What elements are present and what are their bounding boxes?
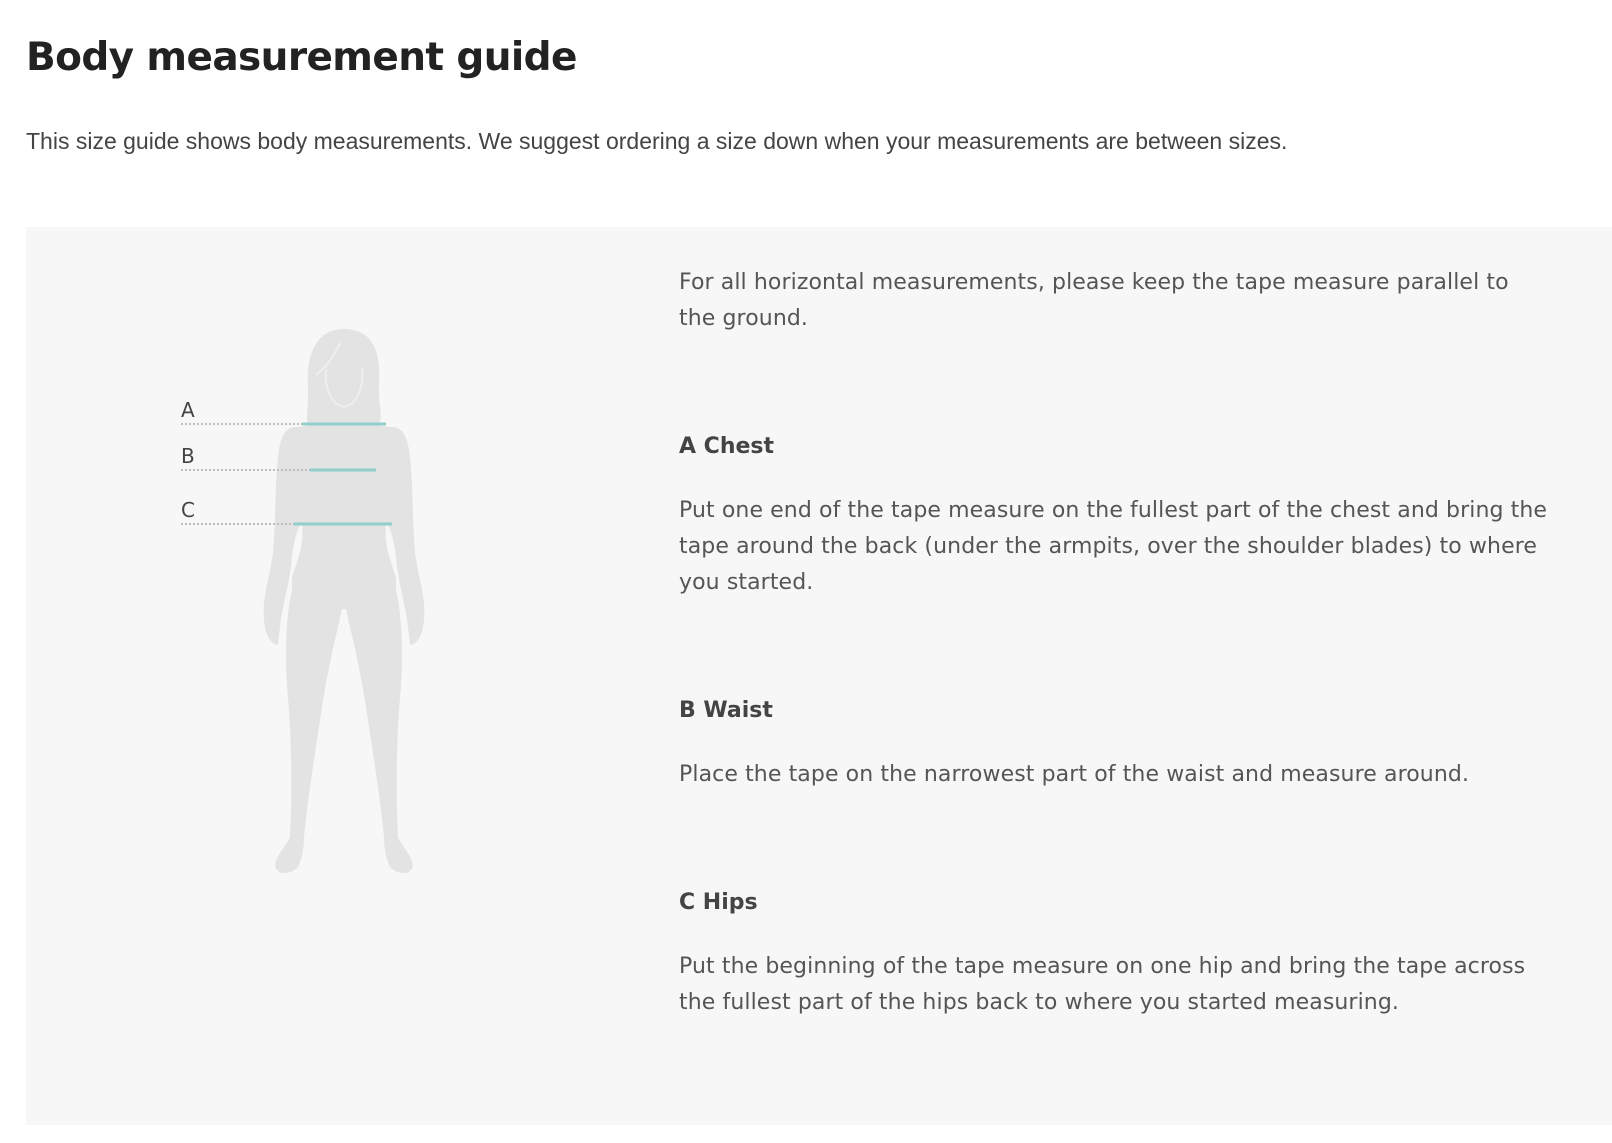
silhouette-shape	[264, 329, 425, 873]
section-text-chest: Put one end of the tape measure on the fullest part of the chest and bring the tape around the back (under the armpits, over the shoulder blades) to where you started.	[679, 498, 1548, 595]
section-text-waist: Place the tape on the narrowest part of the waist and measure around.	[679, 762, 1470, 787]
section-waist	[679, 693, 1549, 793]
section-heading-hips: C Hips	[679, 890, 758, 915]
marker-label-c: C	[181, 498, 195, 522]
section-heading-chest: A Chest	[679, 434, 775, 459]
measurement-instructions	[679, 265, 1549, 1021]
section-text-hips: Put the beginning of the tape measure on one hip and bring the tape across the fullest part of the hips back to where you started measuring.	[679, 954, 1526, 1015]
general-note: For all horizontal measurements, please keep the tape measure parallel to the ground.	[679, 270, 1509, 331]
section-hips	[679, 885, 1549, 1021]
page-title: Body measurement guide	[26, 35, 577, 80]
marker-label-a: A	[181, 398, 195, 422]
marker-label-b: B	[181, 444, 195, 468]
female-body-silhouette-icon	[176, 277, 486, 877]
body-figure	[176, 277, 486, 877]
section-chest	[679, 429, 1549, 601]
intro-text: This size guide shows body measurements. We suggest ordering a size down when your measurements are between sizes.	[26, 128, 1288, 154]
section-heading-waist: B Waist	[679, 698, 773, 723]
